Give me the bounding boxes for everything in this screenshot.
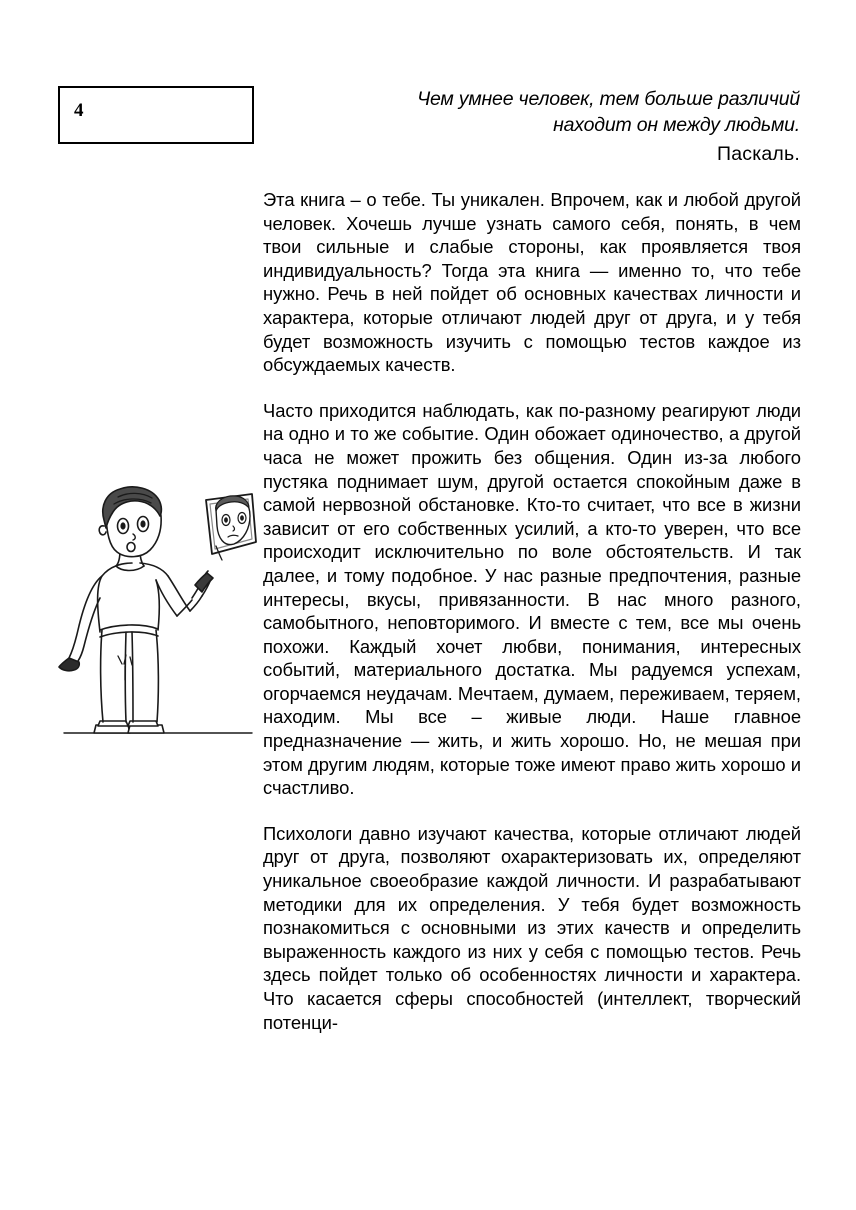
body-text-column [263,188,801,1034]
epigraph-line-2: находит он между людьми. [553,114,800,136]
body-paragraph-3: Психологи давно изучают качества, которые отличают людей друг от друга, позволяют охарактеризовать их, определяют уникальное своеобразие каждой личности. И разрабатывают методики для их определения. У тебя будет возможность познакомиться с основными из этих качеств и определить выраженность каждого из них у себя с помощью тестов. Речь здесь пойдет только об особенностях личности и характера. Что касается сферы способностей (интеллект, творческий потенци- [263,822,801,1033]
body-paragraph-1: Эта книга – о тебе. Ты уникален. Впрочем, как и любой другой человек. Хочешь лучше узнать самого себя, понять, в чем твои сильные и слабые стороны, как проявляется твоя индивидуальность? Тогда эта книга — именно то, что тебе нужно. Речь в ней пойдет об основных качествах личности и характера, которые отличают людей друг от друга, и у тебя будет возможность изучить с помощью тестов каждое из обсуждаемых качеств. [263,189,801,376]
trouser-right-outer [156,630,158,722]
epigraph-line-1: Чем умнее человек, тем больше различий [417,88,800,110]
sweater-left [98,563,132,632]
body-paragraph-2: Часто приходится наблюдать, как по-разному реагируют люди на одно и то же событие. Один обожает одиночество, а другой часа не может прожить без общения. Один из-за любого пустяка поднимает шум, другой остается спокойным даже в самой нервозной обстановке. Кто-то считает, что все в жизни зависит от его собственных усилий, а кто-то уверен, что все происходит исключительно по воле обстоятельств. И так далее, и тому подобное. У нас разные предпочтения, разные интересы, вкусы, привязанности. В нас много разного, самобытного, неповторимого. И вместе с тем, все мы очень похожи. Каждый хочет любви, понимания, интересных событий, материального достатка. Мы радуемся успехам, огорчаемся неудачам. Мечтаем, думаем, переживаем, теряем, находим. Мы все – живые люди. Наше главное предназначение — жить, и жить хорошо. Но, не мешая при этом другим людям, которые тоже имеют право жить хорошо и счастливо. [263,399,801,799]
reflected-right-pupil [240,515,244,520]
right-pupil [140,520,145,527]
trouser-inner-right [132,632,133,722]
left-arm-outer [69,576,102,658]
page-number-box [58,86,254,144]
left-arm-inner [78,598,100,661]
left-pupil [120,522,125,529]
hip-line [100,632,158,637]
left-hand [59,658,79,671]
epigraph [330,86,800,167]
illustration-artwork [56,480,261,765]
boy-holding-mirror-illustration [56,480,261,765]
page-number: 4 [74,100,84,121]
waistband [100,625,158,630]
epigraph-author: Паскаль. [717,143,800,165]
trouser-left-outer [101,630,103,722]
collar [116,566,144,571]
reflected-left-pupil [224,517,228,522]
mouth [127,543,135,552]
